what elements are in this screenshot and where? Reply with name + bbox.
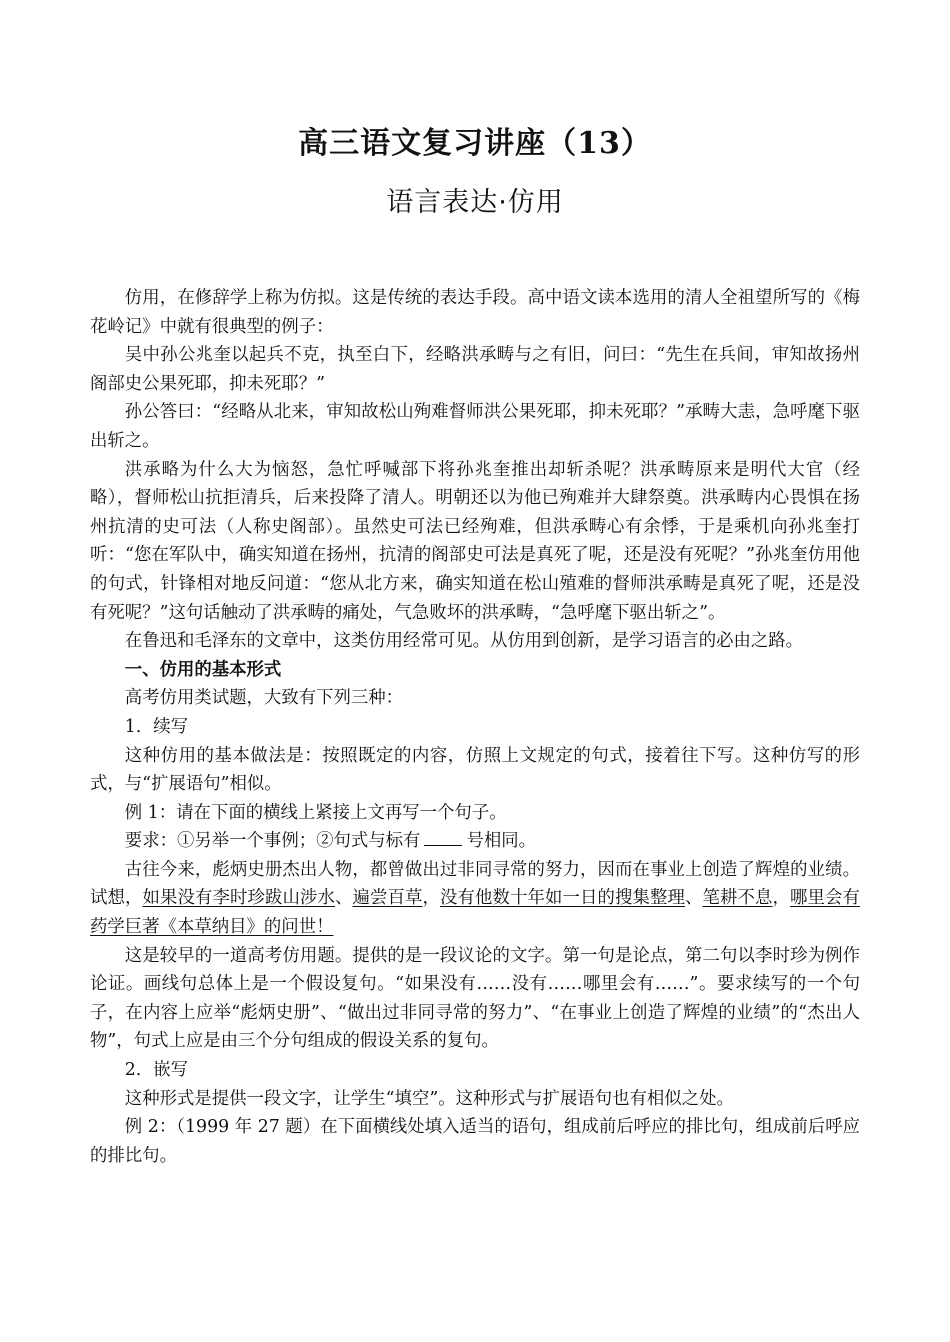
paragraph: 仿用，在修辞学上称为仿拟。这是传统的表达手段。高中语文读本选用的清人全祖望所写的《梅花岭记》中就有很典型的例子： xyxy=(90,288,860,337)
example-passage xyxy=(90,856,860,942)
underline-marker xyxy=(424,827,462,846)
paragraph: 这种形式是提供一段文字，让学生“填空”。这种形式与扩展语句也有相似之处。 xyxy=(124,1088,734,1109)
paragraph: 这种仿用的基本做法是：按照既定的内容，仿照上文规定的句式，接着往下写。这种仿写的形式，与“扩展语句”相似。 xyxy=(90,745,860,795)
paragraph: 高考仿用类试题，大致有下列三种： xyxy=(124,688,404,709)
paragraph: 洪承略为什么大为恼怒，急忙呼喊部下将孙兆奎推出却斩杀呢？洪承畴原来是明代大官（经略），督师松山抗拒清兵，后来投降了清人。明朝还以为他已殉难并大肆祭奠。洪承畴内心畏惧在扬州抗清的史可法（人称史阁部）。虽然史可法已经殉难，但洪承畴心有余悸，于是乘机向孙兆奎打听：“您在军队中，确实知道在扬州，抗清的阁部史可法是真死了呢，还是没有死呢？”孙兆奎仿用他的句式，针锋相对地反问道：“您从北方来，确实知道在松山殖难的督师洪承畴是真死了呢，还是没有死呢？”这句话触动了洪承畴的痛处，气急败坏的洪承畴，“急呼麾下驱出斩之”。 xyxy=(90,459,860,623)
paragraph: 在鲁迅和毛泽东的文章中，这类仿用经常可见。从仿用到创新，是学习语言的必由之路。 xyxy=(124,631,804,652)
underlined-clause: 遍尝百草 xyxy=(352,888,423,909)
subsection-heading: 2．嵌写 xyxy=(124,1060,189,1081)
page-subtitle: 语言表达·仿用 xyxy=(386,187,564,218)
punctuation: 、 xyxy=(685,888,703,909)
punctuation: 、 xyxy=(335,888,353,909)
section-heading: 一、仿用的基本形式 xyxy=(124,659,282,680)
underlined-clause: 笔耕不息 xyxy=(702,888,773,909)
passage-text: 古往今来，彪炳史册杰出人物，都曾做出过非同寻常的努力，因而在事业上创造了辉煌的业绩。试想， xyxy=(90,859,860,909)
paragraph: 这是较早的一道高考仿用题。提供的是一段议论的文字。第一句是论点，第二句以李时珍为例作论证。画线句总体上是一个假设复句。“如果没有……没有……哪里会有……”。要求续写的一个句子，在内容上应举“彪炳史册”、“做出过非同寻常的努力”、“在事业上创造了辉煌的业绩”的“杰出人物”，句式上应是由三个分句组成的假设关系的复句。 xyxy=(90,945,860,1052)
example-prompt: 例 1：请在下面的横线上紧接上文再写一个句子。 xyxy=(124,802,507,823)
paragraph: 吴中孙公兆奎以起兵不克，执至白下，经略洪承畴与之有旧，问曰：“先生在兵间，审知故扬州阁部史公果死耶，抑未死耶？” xyxy=(90,345,860,394)
underlined-clause: 没有他数十年如一日的搜集整理 xyxy=(440,888,685,909)
paragraph: 孙公答曰：“经略从北来，审知故松山殉难督师洪公果死耶，抑未死耶？”承畴大恚，急呼麾下驱出斩之。 xyxy=(90,402,860,451)
subsection-heading: 1．续写 xyxy=(124,716,189,737)
underlined-clause: 哪里会有药学巨著《本草纳目》的问世！ xyxy=(90,888,860,938)
page-title: 高三语文复习讲座（13） xyxy=(298,126,652,161)
example-requirement xyxy=(90,827,860,856)
document-body xyxy=(90,284,860,1170)
requirement-text: 要求：①另举一个事例；②句式与标有 xyxy=(124,831,421,852)
underlined-clause: 如果没有李时珍跋山涉水 xyxy=(142,888,335,909)
punctuation: ， xyxy=(772,888,790,909)
example-prompt: 例 2：（1999 年 27 题）在下面横线处填入适当的语句，组成前后呼应的排比句，组成前后呼应的排比句。 xyxy=(90,1117,860,1166)
requirement-text-end: 号相同。 xyxy=(466,831,537,852)
punctuation: ， xyxy=(422,888,440,909)
